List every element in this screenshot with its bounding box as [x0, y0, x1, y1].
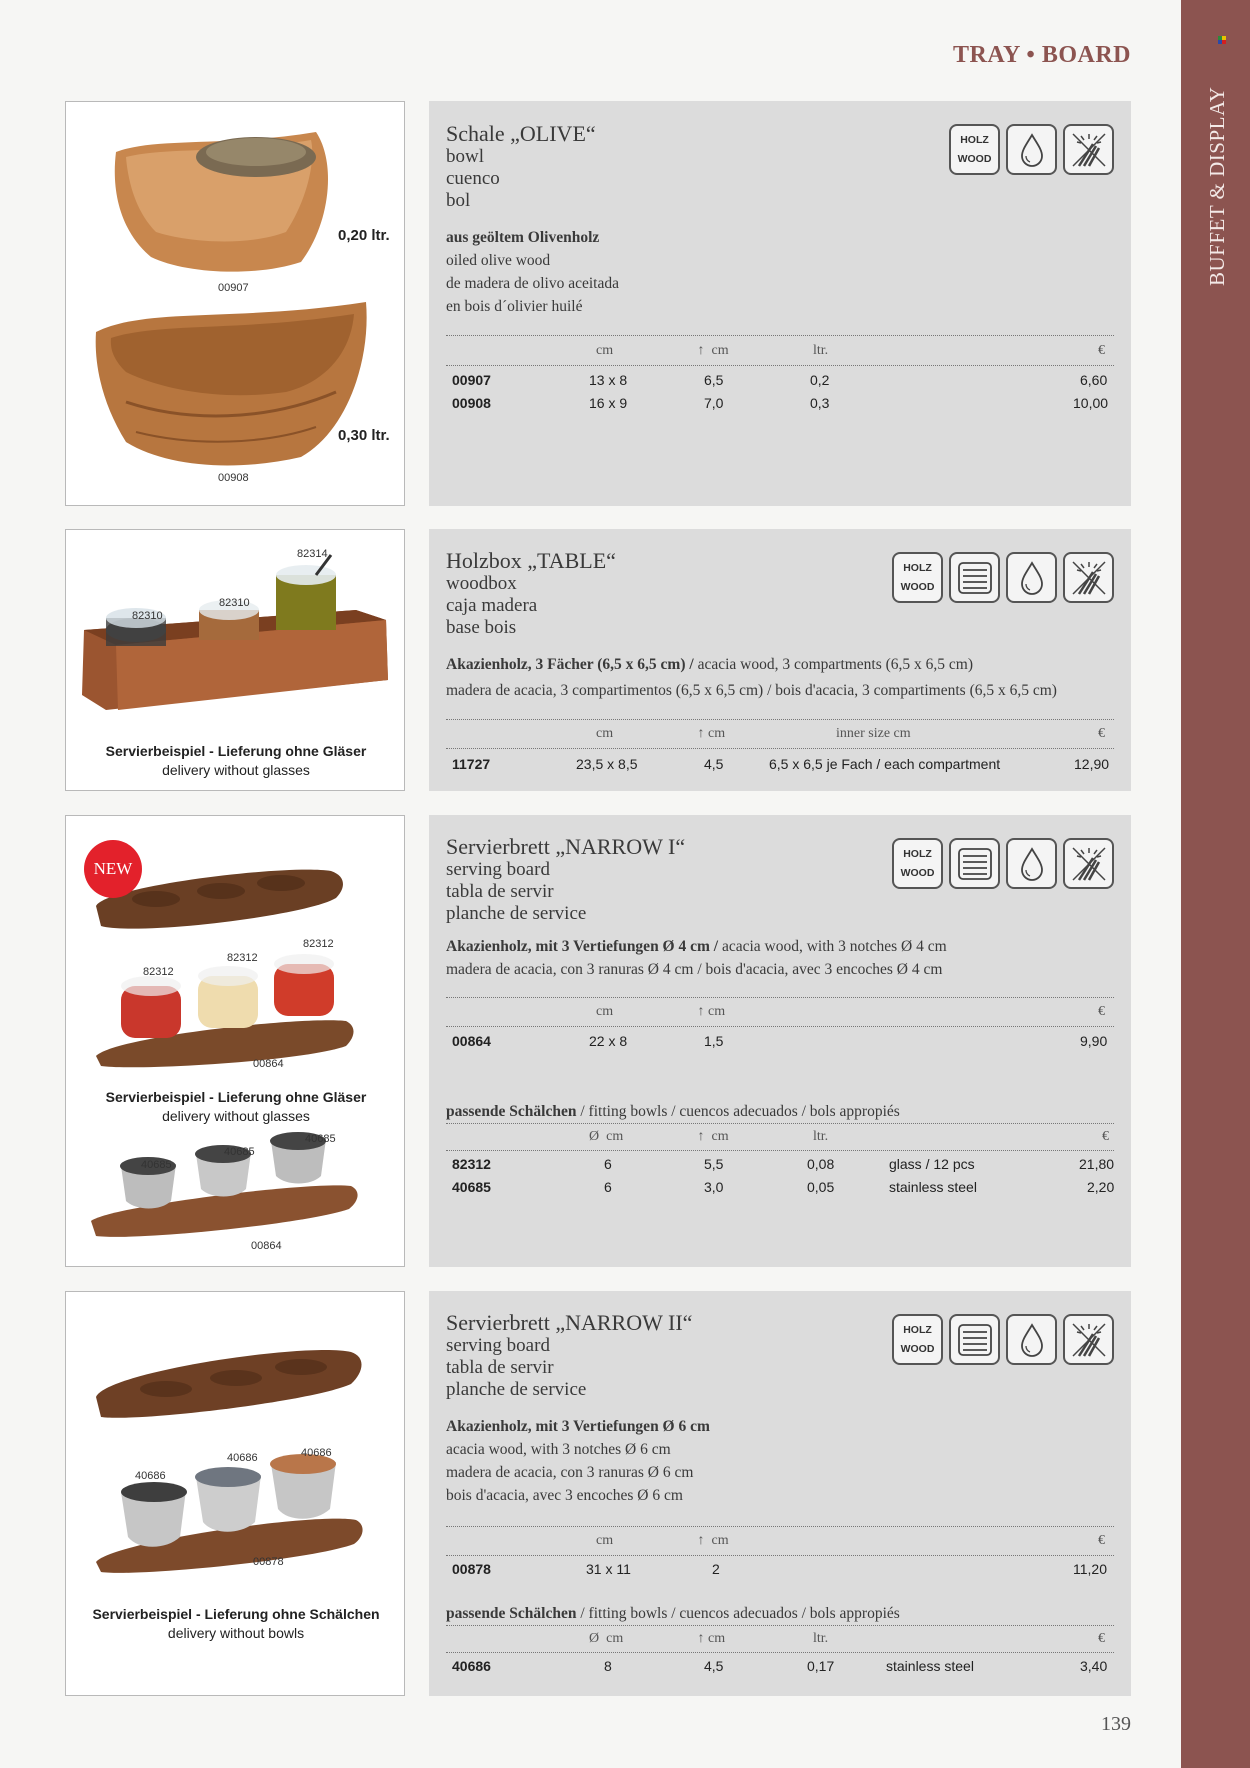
material-de: aus geöltem Olivenholz: [446, 229, 600, 246]
height-arrow-icon: ↑: [697, 1004, 705, 1019]
header-inner-size: inner size cm: [836, 726, 911, 741]
fitting-bowls-table: Ø cm ↑ cm ltr. € 40686 8 4,5 0,17 stainless steel 3,40: [446, 1625, 1114, 1685]
header-price: €: [1098, 343, 1105, 358]
image-code-40685: 40685: [141, 1159, 172, 1171]
material-es: madera de acacia, con 3 ranuras Ø 6 cm: [446, 1464, 694, 1481]
material-line-2: madera de acacia, 3 compartimentos (6,5 x 6,5 cm) / bois d'acacia, 3 compartiments (6,5 x 6,5 cm): [446, 682, 1057, 699]
image-code-40685: 40685: [224, 1146, 255, 1158]
volume-label-030: 0,30 ltr.: [338, 427, 390, 444]
height-arrow-icon: ↑: [697, 343, 705, 358]
header-ltr: ltr.: [813, 343, 829, 358]
table-info-panel: [429, 529, 1131, 791]
fitting-bowls-label: passende Schälchen / fitting bowls / cuencos adecuados / bols appropiés: [446, 1605, 900, 1622]
volume-label-020: 0,20 ltr.: [338, 227, 390, 244]
image-caption: Servierbeispiel - Lieferung ohne Gläser delivery without glasses: [105, 1089, 367, 1124]
fitting-bowls-label: passende Schälchen / fitting bowls / cuencos adecuados / bols appropiés: [446, 1103, 900, 1120]
image-code-82310: 82310: [219, 597, 250, 609]
translation-es: tabla de servir: [446, 1357, 554, 1378]
translation-fr: planche de service: [446, 903, 587, 924]
new-badge: NEW: [84, 840, 142, 898]
header-height: ↑ cm: [694, 343, 729, 359]
translation-es: tabla de servir: [446, 881, 554, 902]
holz-wood-icon: HOLZ WOOD: [892, 552, 943, 603]
narrow1-info-panel: [429, 815, 1131, 1267]
header-price: €: [1102, 1129, 1109, 1144]
header-height: ↑ cm: [694, 1533, 729, 1549]
oil-drop-icon: [1006, 124, 1057, 175]
translation-en: serving board: [446, 1335, 550, 1356]
material-line-2: madera de acacia, con 3 ranuras Ø 4 cm / bois d'acacia, avec 3 encoches Ø 4 cm: [446, 961, 943, 978]
price-table: cm ↑ cm € 00878 31 x 11 2 11,20: [446, 1526, 1114, 1586]
olive-image-panel: [65, 101, 405, 506]
image-code-82314: 82314: [297, 548, 328, 560]
price-table: cm ↑ cm ltr. € 00907 13 x 8 6,5 0,2 6,60 00908 16 x 9 7,0 0,3 10,00: [446, 335, 1114, 415]
image-code-00907: 00907: [218, 282, 249, 294]
translation-en: woodbox: [446, 573, 517, 594]
product-title: Holzbox „TABLE“: [446, 548, 616, 573]
translation-fr: base bois: [446, 617, 517, 638]
no-dishwasher-icon: [1063, 552, 1114, 603]
header-size: cm: [596, 726, 614, 741]
fitting-bowls-table: Ø cm ↑ cm ltr. € 82312 6 5,5 0,08 glass / 12 pcs 21,80 40685 6 3,0 0,05 stainless steel 2,20: [446, 1123, 1114, 1203]
height-arrow-icon: ↑: [697, 726, 705, 741]
header-price: €: [1098, 1533, 1105, 1548]
olive-info-panel: [429, 101, 1131, 506]
care-icons: [892, 838, 1114, 889]
header-diameter: Ø cm: [589, 1631, 624, 1646]
price-table: cm ↑ cm inner size cm € 11727 23,5 x 8,5 4,5 6,5 x 6,5 je Fach / each compartment 12,90: [446, 719, 1114, 779]
product-title: Servierbrett „NARROW I“: [446, 834, 686, 859]
image-code-82310: 82310: [132, 610, 163, 622]
header-height: ↑ cm: [694, 1004, 725, 1020]
header-height: ↑ cm: [694, 1129, 729, 1145]
image-caption: Servierbeispiel - Lieferung ohne Gläser delivery without glasses: [105, 743, 367, 778]
image-code-40685: 40685: [305, 1133, 336, 1145]
image-code-82312: 82312: [143, 966, 174, 978]
image-code-00908: 00908: [218, 472, 249, 484]
translation-en: serving board: [446, 859, 550, 880]
height-arrow-icon: ↑: [697, 1129, 705, 1144]
header-size: cm: [596, 1004, 614, 1019]
side-label: BUFFET & DISPLAY: [1205, 86, 1229, 286]
image-code-82312: 82312: [227, 952, 258, 964]
narrow2-info-panel: [429, 1291, 1131, 1696]
holz-wood-icon: HOLZ WOOD: [892, 838, 943, 889]
narrow1-image-panel: [65, 815, 405, 1267]
image-code-00878: 00878: [253, 1556, 284, 1568]
header-price: €: [1098, 726, 1105, 741]
material-de: Akazienholz, mit 3 Vertiefungen Ø 6 cm: [446, 1418, 710, 1435]
header-price: €: [1098, 1631, 1105, 1646]
height-arrow-icon: ↑: [697, 1631, 705, 1646]
header-diameter: Ø cm: [589, 1129, 624, 1144]
material-en: acacia wood, with 3 notches Ø 6 cm: [446, 1441, 671, 1458]
oil-drop-icon: [1006, 552, 1057, 603]
translation-es: caja madera: [446, 595, 538, 616]
flag-icon: [1218, 36, 1226, 44]
image-code-40686: 40686: [301, 1447, 332, 1459]
page-heading: TRAY • BOARD: [953, 42, 1131, 68]
translation-fr: bol: [446, 190, 471, 211]
image-code-40686: 40686: [135, 1470, 166, 1482]
oil-drop-icon: [1006, 1314, 1057, 1365]
stackable-icon: [949, 1314, 1000, 1365]
product-title: Servierbrett „NARROW II“: [446, 1310, 693, 1335]
header-height: ↑ cm: [694, 726, 725, 742]
image-code-40686: 40686: [227, 1452, 258, 1464]
header-ltr: ltr.: [813, 1631, 829, 1646]
holz-wood-icon: HOLZ WOOD: [949, 124, 1000, 175]
image-code-00864: 00864: [253, 1058, 284, 1070]
height-arrow-icon: ↑: [697, 1533, 705, 1548]
material-es: de madera de olivo aceitada: [446, 275, 619, 292]
stackable-icon: [949, 552, 1000, 603]
header-height: ↑ cm: [694, 1631, 725, 1647]
product-title: Schale „OLIVE“: [446, 121, 596, 146]
holz-wood-icon: HOLZ WOOD: [892, 1314, 943, 1365]
translation-en: bowl: [446, 146, 484, 167]
care-icons: [949, 124, 1114, 175]
header-ltr: ltr.: [813, 1129, 829, 1144]
stackable-icon: [949, 838, 1000, 889]
page-number: 139: [1101, 1713, 1131, 1735]
olive-bowls-illustration: [66, 102, 405, 506]
material-line-1: Akazienholz, mit 3 Vertiefungen Ø 4 cm / acacia wood, with 3 notches Ø 4 cm: [446, 938, 947, 955]
header-size: cm: [596, 343, 614, 358]
narrow2-image-panel: [65, 1291, 405, 1696]
price-table: cm ↑ cm € 00864 22 x 8 1,5 9,90: [446, 997, 1114, 1057]
no-dishwasher-icon: [1063, 1314, 1114, 1365]
material-en: oiled olive wood: [446, 252, 551, 269]
image-code-00864: 00864: [251, 1240, 282, 1252]
no-dishwasher-icon: [1063, 838, 1114, 889]
table-image-panel: [65, 529, 405, 791]
care-icons: [892, 552, 1114, 603]
translation-es: cuenco: [446, 168, 500, 189]
no-dishwasher-icon: [1063, 124, 1114, 175]
translation-fr: planche de service: [446, 1379, 587, 1400]
care-icons: [892, 1314, 1114, 1365]
header-price: €: [1098, 1004, 1105, 1019]
oil-drop-icon: [1006, 838, 1057, 889]
image-code-82312: 82312: [303, 938, 334, 950]
material-fr: bois d'acacia, avec 3 encoches Ø 6 cm: [446, 1487, 683, 1504]
image-caption: Servierbeispiel - Lieferung ohne Schälchen delivery without bowls: [92, 1606, 380, 1641]
header-size: cm: [596, 1533, 614, 1548]
material-fr: en bois d´olivier huilé: [446, 298, 583, 315]
material-line-1: Akazienholz, 3 Fächer (6,5 x 6,5 cm) / acacia wood, 3 compartments (6,5 x 6,5 cm): [446, 656, 974, 673]
